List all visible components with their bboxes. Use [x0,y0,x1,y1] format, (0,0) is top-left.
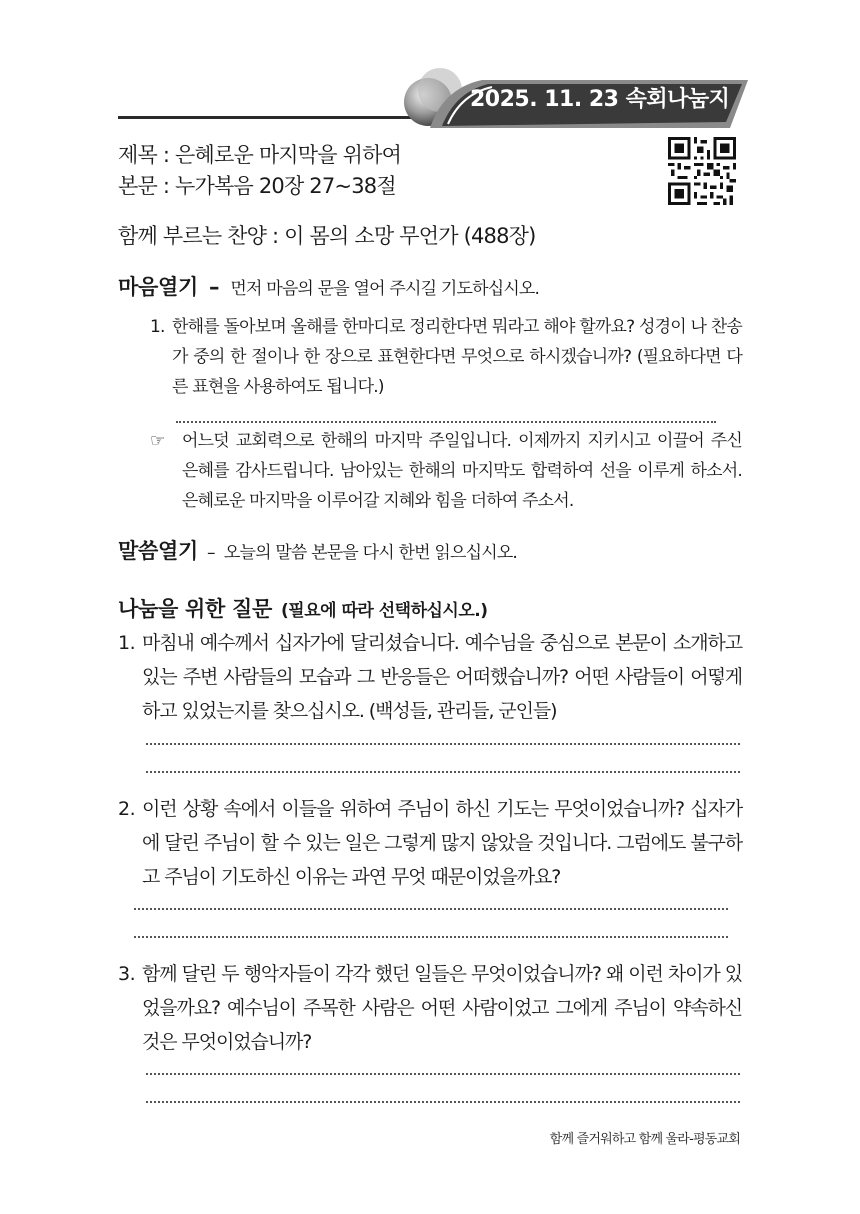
word-section-heading [118,535,517,565]
question-3-number: 3. [118,963,136,985]
question-1-answer-line-1 [146,743,740,745]
opening-answer-line [176,421,716,423]
sharing-section-heading [118,593,488,623]
question-3-text: 함께 달린 두 행악자들이 각각 했던 일들은 무엇이었습니까? 왜 이런 차이가 있었을까요? 예수님이 주목한 사람은 어떤 사람이었고 그에게 주님이 약속하신 것은 무엇이었습니까? [142,963,742,1053]
word-subtitle: 오늘의 말씀 본문을 다시 한번 읽으십시오. [223,543,518,563]
opening-subtitle: 먼저 마음의 문을 열어 주시길 기도하십시오. [230,279,540,299]
opening-question-text: 한해를 돌아보며 올해를 한마디로 정리한다면 뭐라고 해야 할까요? 성경이 나 찬송가 중의 한 절이나 한 장으로 표현한다면 무엇으로 하시겠습니까? (필요하다면 다른 표현을 사용하여도 됩니다.) [172,317,742,397]
sharing-heading: 나눔을 위한 질문 [118,597,272,621]
question-3-answer-line-2 [146,1101,740,1103]
question-1-number: 1. [118,632,136,654]
question-1-text: 마침내 예수께서 십자가에 달리셨습니다. 예수님을 중심으로 본문이 소개하고 있는 주변 사람들의 모습과 그 반응들은 어떠했습니까? 어떤 사람들이 어떻게 하고 있었는지를 찾으십시오. (백성들, 관리들, 군인들) [142,632,742,722]
qr-code-icon [668,137,736,205]
question-2-text: 이런 상황 속에서 이들을 위하여 주님이 하신 기도는 무엇이었습니까? 십자가에 달린 주님이 할 수 있는 일은 그렇게 많지 않았을 것입니다. 그럼에도 불구하고 주님이 기도하신 이유는 과연 무엇 때문이었을까요? [142,798,742,888]
footer-church-motto: 함께 즐거워하고 함께 울라-평동교회 [549,1132,740,1147]
question-1-answer-line-2 [146,771,740,773]
pointing-hand-icon: ☞ [150,431,165,451]
word-dash: – [207,543,215,563]
question-3-answer-line-1 [146,1073,740,1075]
word-heading: 말씀열기 [118,539,198,563]
header-rule [118,116,420,119]
opening-dash: – [209,275,220,299]
question-2-answer-line-1 [134,908,728,910]
hymn-info: 함께 부르는 찬양 : 이 몸의 소망 무언가 (488장) [118,224,536,248]
sermon-subject: 제목 : 은혜로운 마지막을 위하여 [118,143,402,167]
header-title: 2025. 11. 23 속회나눔지 [470,87,730,112]
question-2-answer-line-2 [134,936,728,938]
sharing-note: (필요에 따라 선택하십시오.) [281,601,488,621]
opening-heading: 마음열기 [118,275,198,299]
opening-prayer-text: 어느덧 교회력으로 한해의 마지막 주일입니다. 이제까지 지키시고 이끌어 주신 은혜를 감사드립니다. 남아있는 한해의 마지막도 합력하여 선을 이루게 하소서. 은혜로운 마지막을 이루어갈 지혜와 힘을 더하여 주소서. [182,431,742,511]
opening-question-number: 1. [150,317,165,337]
opening-section-heading [118,271,539,301]
scripture-reference: 본문 : 누가복음 20장 27~38절 [118,174,396,198]
question-2-number: 2. [118,798,136,820]
